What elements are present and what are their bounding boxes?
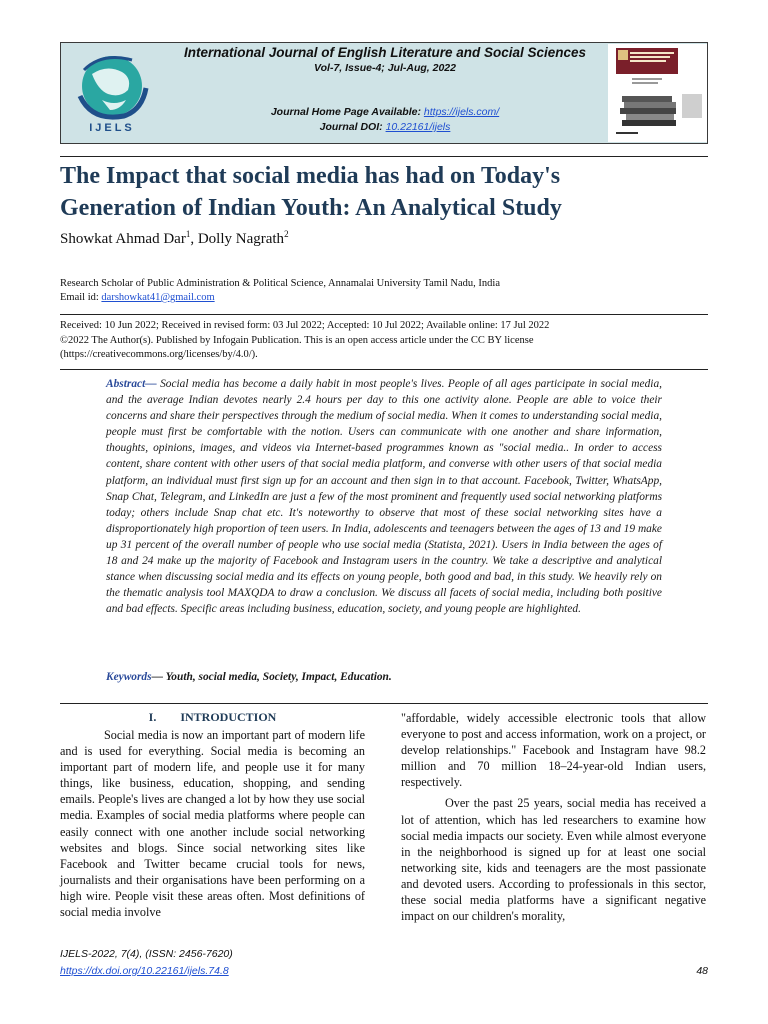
journal-name: International Journal of English Literature and Social Sciences [183,45,587,60]
email-link[interactable]: darshowkat41@gmail.com [101,292,215,303]
paragraph: "affordable, widely accessible electronic tools that allow everyone to post and access information, work on a project, or develop relationships." Facebook and Instagram have 98.2 million and 70 million 18–24-year-old Indian users, respectively. [401,711,706,790]
keywords-label: Keywords [106,671,152,683]
author-name: Dolly Nagrath [197,231,285,247]
divider [60,369,708,370]
journal-home-link[interactable]: https://ijels.com/ [423,106,500,118]
footer-doi-link[interactable]: https://dx.doi.org/10.22161/ijels.74.8 [60,965,229,977]
email-line [60,291,215,305]
journal-cover-icon [608,44,707,142]
paragraph: Social media is now an important part of modern life and is used for everything. Social media is becoming an important part of modern life, and people use it for many things, like business, education, shopping, and sending emails. People's lives are changed a lot by how they use social media. Examples of social media platforms where people can easily connect with one another include social networking websites and blogs. Since social networking sites like Facebook and Twitter became crucial tools for news, journalists and their organisations have been performing on a high wire. People visit these areas often. Most definitions of social media involve [60,728,365,920]
footer-issn: IJELS-2022, 7(4), (ISSN: 2456-7620) [60,948,233,960]
author-name: Showkat Ahmad Dar [60,231,186,247]
journal-home-label: Journal Home Page Available: [270,106,424,118]
section-title: INTRODUCTION [180,710,277,724]
author-affil-mark: 2 [284,229,289,239]
journal-doi-link[interactable]: 10.22161/ijels [385,121,451,133]
keywords [106,671,662,683]
article-dates: Received: 10 Jun 2022; Received in revised form: 03 Jul 2022; Accepted: 10 Jul 2022; Available online: 17 Jul 2022 [60,320,550,331]
abstract-text: Social media has become a daily habit in most people's lives. People of all ages participate in social media, and the average Indian devotes nearly 2.4 hours per day to this one activity alone. People are able to voice their concerns and share their perspectives through the medium of social media. When it comes to understanding social media, people must first be comfortable with the notion. Users can communicate with one another and share information, thoughts, opinions, images, and videos via Internet-based programmes known as "social media.. In order to access content, share content with other users of that social media platform, and converse with other users of that social media platform, an individual must first sign up for an account and then sign in to that account. Facebook, Twitter, WhatsApp, Snap Chat, Telegram, and LinkedIn are just a few of the most prominent and frequently used social networking platforms today; others include Snap chat etc. It's noteworthy to observe that most of these social networking sites have a disproportionately high proportion of teen users. In India, adolescents and teenagers between the ages of 13 and 19 make up 31 percent of the overall number of people who use social media (Statista, 2021). Users in India between the ages of 18 and 24 make up the majority of Facebook and Instagram users in the country. We take a descriptive and analytical stance when discussing social media and its effects on young people, both good and bad, in this study. We heavily rely on the thematic analysis tool MAXQDA to draw a conclusion. We discuss all facets of social media, including both positive and bad effects. Specific areas including business, education, society, and young people are highlighted. [106,378,662,616]
section-number: I. [148,710,157,724]
paper-title [60,160,680,224]
author-separator: , [190,231,198,247]
footer-doi [60,965,229,977]
journal-cover-image [608,44,707,142]
body-column-left [60,727,365,920]
divider [60,156,708,157]
license-link[interactable]: (https://creativecommons.org/licenses/by/4.0/). [60,349,258,360]
paper-title-line: The Impact that social media has had on Today's [60,163,561,189]
divider [60,314,708,315]
author-affil-mark: 1 [185,229,191,239]
paper-title-line: Generation of Indian Youth: An Analytical Study [60,195,562,221]
author-list [60,229,289,248]
abstract-label: Abstract— [106,378,157,390]
license-text: ©2022 The Author(s). Published by Infogain Publication. This is an open access article under the CC BY license [60,335,534,346]
journal-logo [62,44,162,142]
journal-doi-label: Journal DOI: [319,121,386,133]
paragraph: Over the past 25 years, social media has received a lot of attention, which has led researchers to examine how social media impacts our society. Even while almost everyone in the neighborhood is signed up for at least one social networking site, kids and teenagers are the most passionate and devoted users. According to professionals in this sector, these social media platforms have a significant negative impact on our children's morality, [401,796,706,924]
logo-text: IJELS [89,122,135,134]
journal-doi-line [165,121,605,133]
email-label: Email id: [60,292,102,303]
journal-home-line [165,106,605,118]
abstract [106,376,662,617]
keywords-text: — Youth, social media, Society, Impact, Education. [151,671,392,683]
divider [60,703,708,704]
page-number: 48 [696,965,708,977]
journal-volume-issue: Vol-7, Issue-4; Jul-Aug, 2022 [314,62,456,74]
section-heading [60,710,365,725]
body-column-right [401,710,706,924]
affiliation: Research Scholar of Public Administration & Political Science, Annamalai University Tamil Nadu, India [60,278,500,289]
